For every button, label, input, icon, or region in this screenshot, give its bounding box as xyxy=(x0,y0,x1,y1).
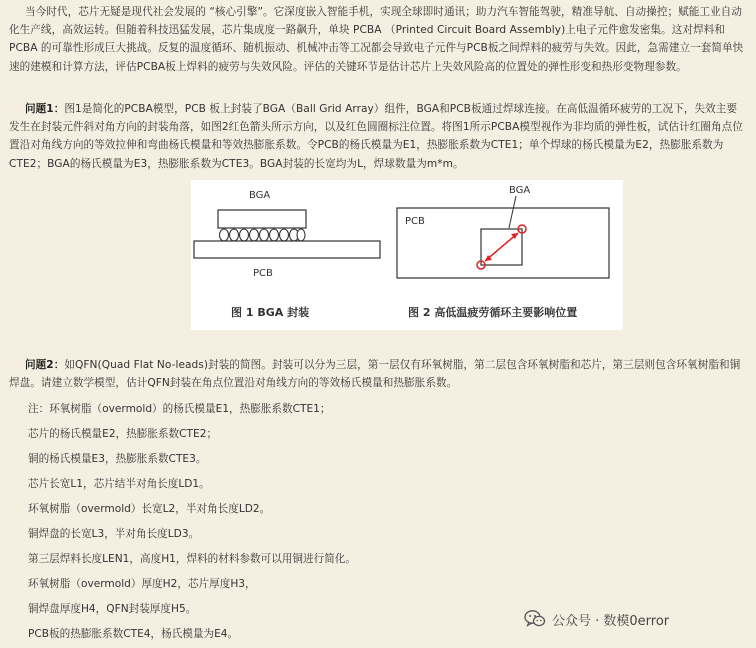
figure-1-caption: 图 1 BGA 封装 xyxy=(231,306,310,319)
figure-1-drawing xyxy=(194,190,380,279)
note-line: 铜焊盘的长宽L3，半对角长度LD3。 xyxy=(28,528,200,540)
figure-2-pcb-label: PCB xyxy=(405,216,425,227)
solder-balls xyxy=(220,229,306,241)
intro-paragraph xyxy=(9,3,747,76)
note-line: 环氧树脂（overmold）厚度H2，芯片厚度H3， xyxy=(28,578,256,590)
bga-package xyxy=(218,210,306,228)
intro-text: 当今时代，芯片无疑是现代社会发展的 “核心引擎”。它深度嵌入智能手机，实现全球即时通讯；助力汽车智能驾驶，精准导航、自动操控；赋能工业自动化生产线，高效运转。但随着科技迅猛发展，芯片集成度一路飙升，单块 PCBA （Printed Circuit Board Assembly)上电子元件愈发密集。这对焊料和 PCBA 的可靠性形成巨大挑战。反复的温度循环、随机振动、机械冲击等工况都会导致电子元件与PCB板之间焊料的疲劳与失效。因此，急需建立一套简单快速的建模和计算方法，评估PCBA板上焊料的疲劳与失效风险。评估的关键环节是估计芯片上失效风险高的位置处的弹性形变和热形变物理参数。 xyxy=(9,6,744,73)
question-1-paragraph xyxy=(9,100,747,173)
note-line: 铜焊盘厚度H4，QFN封装厚度H5。 xyxy=(28,603,197,615)
question-2-label: 问题2： xyxy=(25,359,65,371)
note-line: 第三层焊料长度LEN1，高度H1，焊料的材料参数可以用铜进行简化。 xyxy=(28,553,356,565)
note-line: 环氧树脂（overmold）长宽L2，半对角长度LD2。 xyxy=(28,503,271,515)
watermark xyxy=(524,609,669,629)
note-line: PCB板的热膨胀系数CTE4，杨氏模量为E4。 xyxy=(28,628,239,640)
question-1-label: 问题1： xyxy=(25,103,65,115)
figure-2-bga-label: BGA xyxy=(509,185,531,196)
question-2-paragraph xyxy=(9,356,747,392)
solder-ball xyxy=(230,229,239,241)
watermark-text: 公众号 · 数模0error xyxy=(552,613,670,629)
question-2-text: 如QFN(Quad Flat No-leads)封装的简图。封装可以分为三层，第一层仅有环氧树脂，第二层包含环氧树脂和芯片，第三层则包含环氧树脂和铜焊盘。请建立数学模型，估计QFN封装在角点位置沿对角线方向的等效杨氏模量和热膨胀系数。 xyxy=(9,359,741,390)
solder-ball xyxy=(220,229,229,241)
figures-panel xyxy=(191,180,623,330)
note-line: 芯片长宽L1，芯片结半对角长度LD1。 xyxy=(28,478,210,490)
question-1-text: 图1是简化的PCBA模型，PCB 板上封装了BGA（Ball Grid Array）组件，BGA和PCB板通过焊球连接。在高低温循环疲劳的工况下，失效主要发生在封装元件斜对角方向的封装角落，如图2红色箭头所示方向，以及红色圆圈标注位置。将图1所示PCBA模型视作为非均质的弹性板，试估计红圈角点位置沿对角线方向的等效拉伸和弯曲杨氏模量和等效热膨胀系数。令PCB的杨氏模量为E1，热膨胀系数为CTE1；单个焊球的杨氏模量为E2，热膨胀系数为CTE2；BGA的杨氏模量为E3，热膨胀系数为CTE3。BGA封装的长宽均为L，焊球数量为m*m。 xyxy=(9,103,743,170)
solder-ball xyxy=(280,229,289,241)
note-line: 注：环氧树脂（overmold）的杨氏模量E1，热膨胀系数CTE1； xyxy=(28,403,331,415)
figure-1-pcb-label: PCB xyxy=(253,268,273,279)
solder-ball xyxy=(297,229,305,241)
solder-ball xyxy=(270,229,279,241)
wechat-icon xyxy=(524,609,546,629)
solder-ball xyxy=(240,229,249,241)
solder-ball xyxy=(250,229,259,241)
note-line: 铜的杨氏模量E3，热膨胀系数CTE3。 xyxy=(28,453,207,465)
pcb-board xyxy=(194,241,380,258)
figure-2-drawing xyxy=(397,185,609,278)
note-line: 芯片的杨氏模量E2，热膨胀系数CTE2； xyxy=(28,428,218,440)
figure-1-bga-label: BGA xyxy=(249,190,271,201)
figure-2-caption: 图 2 高低温疲劳循环主要影响位置 xyxy=(408,306,578,319)
solder-ball xyxy=(260,229,269,241)
